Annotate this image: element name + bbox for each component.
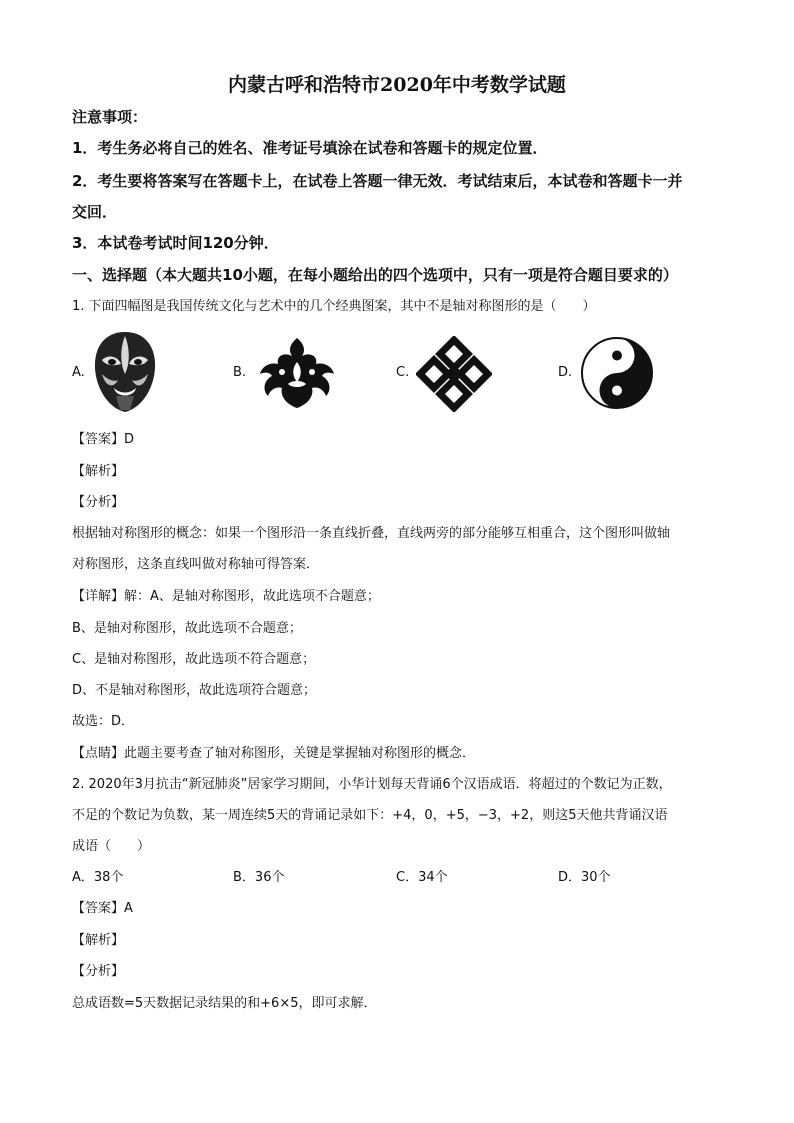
page-title: 内蒙古呼和浩特市2020年中考数学试题 <box>228 74 566 96</box>
q1-detail-line-1: 【详解】解：A、是轴对称图形，故此选项不合题意； <box>72 589 380 604</box>
q1-detail-line-5: 故选：D． <box>72 714 135 729</box>
question-2-stem-line-3: 成语（ ） <box>72 839 151 854</box>
q1-comment: 【点睛】此题主要考查了轴对称图形，关键是掌握轴对称图形的概念． <box>72 746 476 761</box>
q1-fenxi-line-1: 根据轴对称图形的概念：如果一个图形沿一条直线折叠，直线两旁的部分能够互相重合，这个图形叫做轴 <box>72 526 671 541</box>
q2-fenxi-tag: 【分析】 <box>72 964 125 979</box>
symmetric-ornament-icon <box>254 336 340 410</box>
question-2-stem-line-2: 不足的个数记为负数，某一周连续5天的背诵记录如下：+4，0，+5，−3，+2，则这5天他共背诵汉语 <box>72 808 668 823</box>
q1-option-c-label: C. <box>396 365 410 380</box>
question-1-stem: 1. 下面四幅图是我国传统文化与艺术中的几个经典图案，其中不是轴对称图形的是（ ） <box>72 299 596 314</box>
q1-detail-line-4: D、不是轴对称图形，故此选项符合题意； <box>72 683 317 698</box>
q1-option-d-label: D. <box>558 365 573 380</box>
notice-heading: 注意事项： <box>72 108 148 126</box>
q1-detail-line-2: B、是轴对称图形，故此选项不合题意； <box>72 621 302 636</box>
q2-option-a: A．38个 <box>72 870 124 885</box>
q1-fenxi-line-2: 对称图形，这条直线叫做对称轴可得答案． <box>72 557 320 572</box>
notice-item-2: 2．考生要将答案写在答题卡上，在试卷上答题一律无效．考试结束后，本试卷和答题卡一并 <box>72 172 683 190</box>
q2-option-b: B．36个 <box>233 870 285 885</box>
notice-item-3: 3．本试卷考试时间120分钟． <box>72 234 279 252</box>
q2-option-c: C．34个 <box>396 870 448 885</box>
q2-answer: 【答案】A <box>72 901 133 916</box>
yin-yang-icon <box>580 336 654 410</box>
q1-option-b-label: B. <box>233 365 247 380</box>
q1-analysis-tag: 【解析】 <box>72 464 125 479</box>
q1-option-a-label: A. <box>72 365 85 380</box>
q1-fenxi-tag: 【分析】 <box>72 495 125 510</box>
q2-fenxi-line-1: 总成语数=5天数据记录结果的和+6×5，即可求解． <box>72 996 377 1011</box>
notice-item-2-cont: 交回． <box>72 203 118 221</box>
notice-item-1: 1．考生务必将自己的姓名、准考证号填涂在试卷和答题卡的规定位置． <box>72 139 548 157</box>
knot-pattern-icon <box>416 336 492 412</box>
q2-analysis-tag: 【解析】 <box>72 933 125 948</box>
q1-detail-line-3: C、是轴对称图形，故此选项不符合题意； <box>72 652 316 667</box>
section-heading: 一、选择题（本大题共10小题，在每小题给出的四个选项中，只有一项是符合题目要求的） <box>72 266 678 284</box>
opera-mask-icon <box>90 330 160 414</box>
question-2-stem-line-1: 2. 2020年3月抗击“新冠肺炎”居家学习期间，小华计划每天背诵6个汉语成语．将超过的个数记为正数， <box>72 777 672 792</box>
q1-answer: 【答案】D <box>72 432 135 447</box>
q2-option-d: D．30个 <box>558 870 611 885</box>
